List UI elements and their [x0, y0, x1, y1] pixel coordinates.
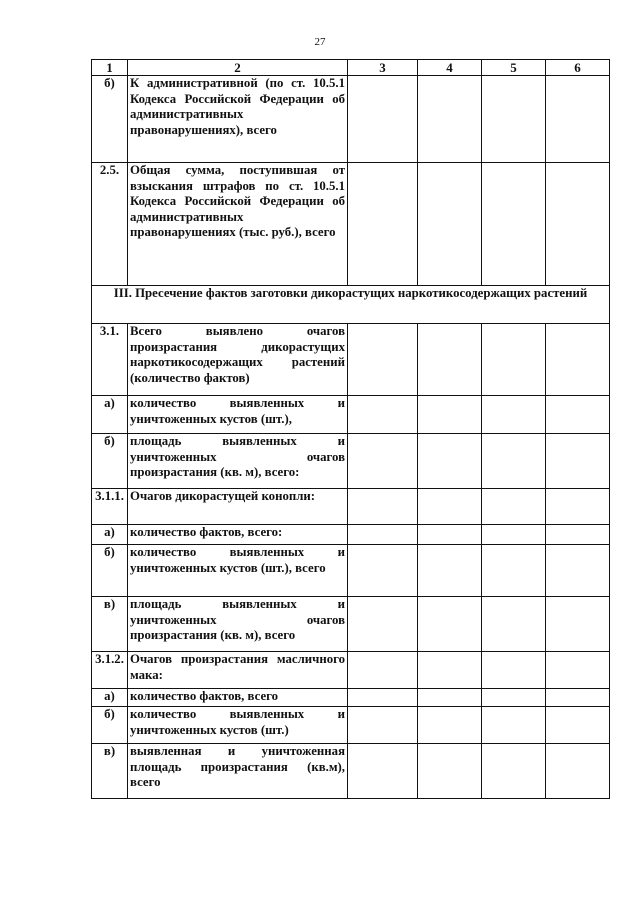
table-row [92, 324, 610, 396]
row-number: в) [92, 744, 128, 799]
table-row [92, 163, 610, 286]
data-cell [348, 525, 418, 545]
data-cell [348, 163, 418, 286]
data-cell [482, 525, 546, 545]
report-table [91, 59, 610, 799]
data-cell [482, 489, 546, 525]
data-cell [418, 434, 482, 489]
row-number: а) [92, 525, 128, 545]
table-header-row [92, 60, 610, 76]
data-cell [418, 545, 482, 597]
table-row [92, 489, 610, 525]
row-number: а) [92, 689, 128, 707]
data-cell [418, 652, 482, 689]
table-row [92, 597, 610, 652]
row-description: количество выявленных и уничтоженных кустов (шт.), [128, 396, 348, 434]
row-number: б) [92, 707, 128, 744]
row-description: площадь выявленных и уничтоженных очагов произрастания (кв. м), всего [128, 597, 348, 652]
row-number: 3.1.1. [92, 489, 128, 525]
column-header: 2 [128, 60, 348, 76]
section-title: III. Пресечение фактов заготовки дикорастущих наркотикосодержащих растений [92, 286, 610, 324]
row-description: выявленная и уничтоженная площадь произрастания (кв.м), всего [128, 744, 348, 799]
data-cell [348, 489, 418, 525]
data-cell [348, 744, 418, 799]
row-description: Общая сумма, поступившая от взыскания штрафов по ст. 10.5.1 Кодекса Российской Федерации об административных правонарушениях (тыс. руб.), всего [128, 163, 348, 286]
data-cell [418, 744, 482, 799]
data-cell [348, 434, 418, 489]
table-row [92, 525, 610, 545]
data-cell [418, 76, 482, 163]
data-cell [546, 163, 610, 286]
table-row [92, 545, 610, 597]
data-cell [482, 744, 546, 799]
data-cell [546, 324, 610, 396]
data-cell [546, 76, 610, 163]
data-cell [482, 434, 546, 489]
row-number: 2.5. [92, 163, 128, 286]
row-number: б) [92, 76, 128, 163]
table-row [92, 652, 610, 689]
data-cell [348, 689, 418, 707]
data-cell [546, 489, 610, 525]
column-header: 5 [482, 60, 546, 76]
column-header: 6 [546, 60, 610, 76]
row-number: а) [92, 396, 128, 434]
row-description: Всего выявлено очагов произрастания дикорастущих наркотикосодержащих растений (количество фактов) [128, 324, 348, 396]
data-cell [348, 324, 418, 396]
data-cell [418, 707, 482, 744]
data-cell [546, 396, 610, 434]
data-cell [418, 525, 482, 545]
row-description: Очагов произрастания масличного мака: [128, 652, 348, 689]
data-cell [482, 163, 546, 286]
section-header-row [92, 286, 610, 324]
page-number: 27 [314, 36, 326, 48]
data-cell [418, 597, 482, 652]
data-cell [348, 76, 418, 163]
data-cell [348, 707, 418, 744]
data-cell [546, 652, 610, 689]
data-cell [482, 597, 546, 652]
data-cell [418, 489, 482, 525]
data-cell [418, 163, 482, 286]
data-cell [546, 744, 610, 799]
table-row [92, 689, 610, 707]
row-number: в) [92, 597, 128, 652]
data-cell [418, 324, 482, 396]
data-cell [348, 652, 418, 689]
row-description: количество выявленных и уничтоженных кустов (шт.) [128, 707, 348, 744]
row-description: площадь выявленных и уничтоженных очагов произрастания (кв. м), всего: [128, 434, 348, 489]
data-cell [482, 76, 546, 163]
column-header: 4 [418, 60, 482, 76]
data-cell [546, 597, 610, 652]
data-cell [546, 525, 610, 545]
data-cell [482, 707, 546, 744]
row-description: количество фактов, всего [128, 689, 348, 707]
table-row [92, 76, 610, 163]
data-cell [482, 545, 546, 597]
data-cell [482, 652, 546, 689]
table-row [92, 434, 610, 489]
row-description: количество фактов, всего: [128, 525, 348, 545]
column-header: 1 [92, 60, 128, 76]
column-header: 3 [348, 60, 418, 76]
row-number: 3.1.2. [92, 652, 128, 689]
data-cell [546, 689, 610, 707]
row-description: К административной (по ст. 10.5.1 Кодекса Российской Федерации об административных правонарушениях), всего [128, 76, 348, 163]
row-number: б) [92, 434, 128, 489]
data-cell [418, 689, 482, 707]
table-row [92, 707, 610, 744]
data-cell [546, 707, 610, 744]
table-row [92, 744, 610, 799]
row-description: количество выявленных и уничтоженных кустов (шт.), всего [128, 545, 348, 597]
data-cell [482, 689, 546, 707]
data-cell [546, 434, 610, 489]
row-number: 3.1. [92, 324, 128, 396]
data-cell [348, 545, 418, 597]
row-description: Очагов дикорастущей конопли: [128, 489, 348, 525]
data-cell [482, 396, 546, 434]
data-cell [348, 597, 418, 652]
table-row [92, 396, 610, 434]
data-cell [348, 396, 418, 434]
row-number: б) [92, 545, 128, 597]
data-cell [418, 396, 482, 434]
data-cell [546, 545, 610, 597]
data-cell [482, 324, 546, 396]
